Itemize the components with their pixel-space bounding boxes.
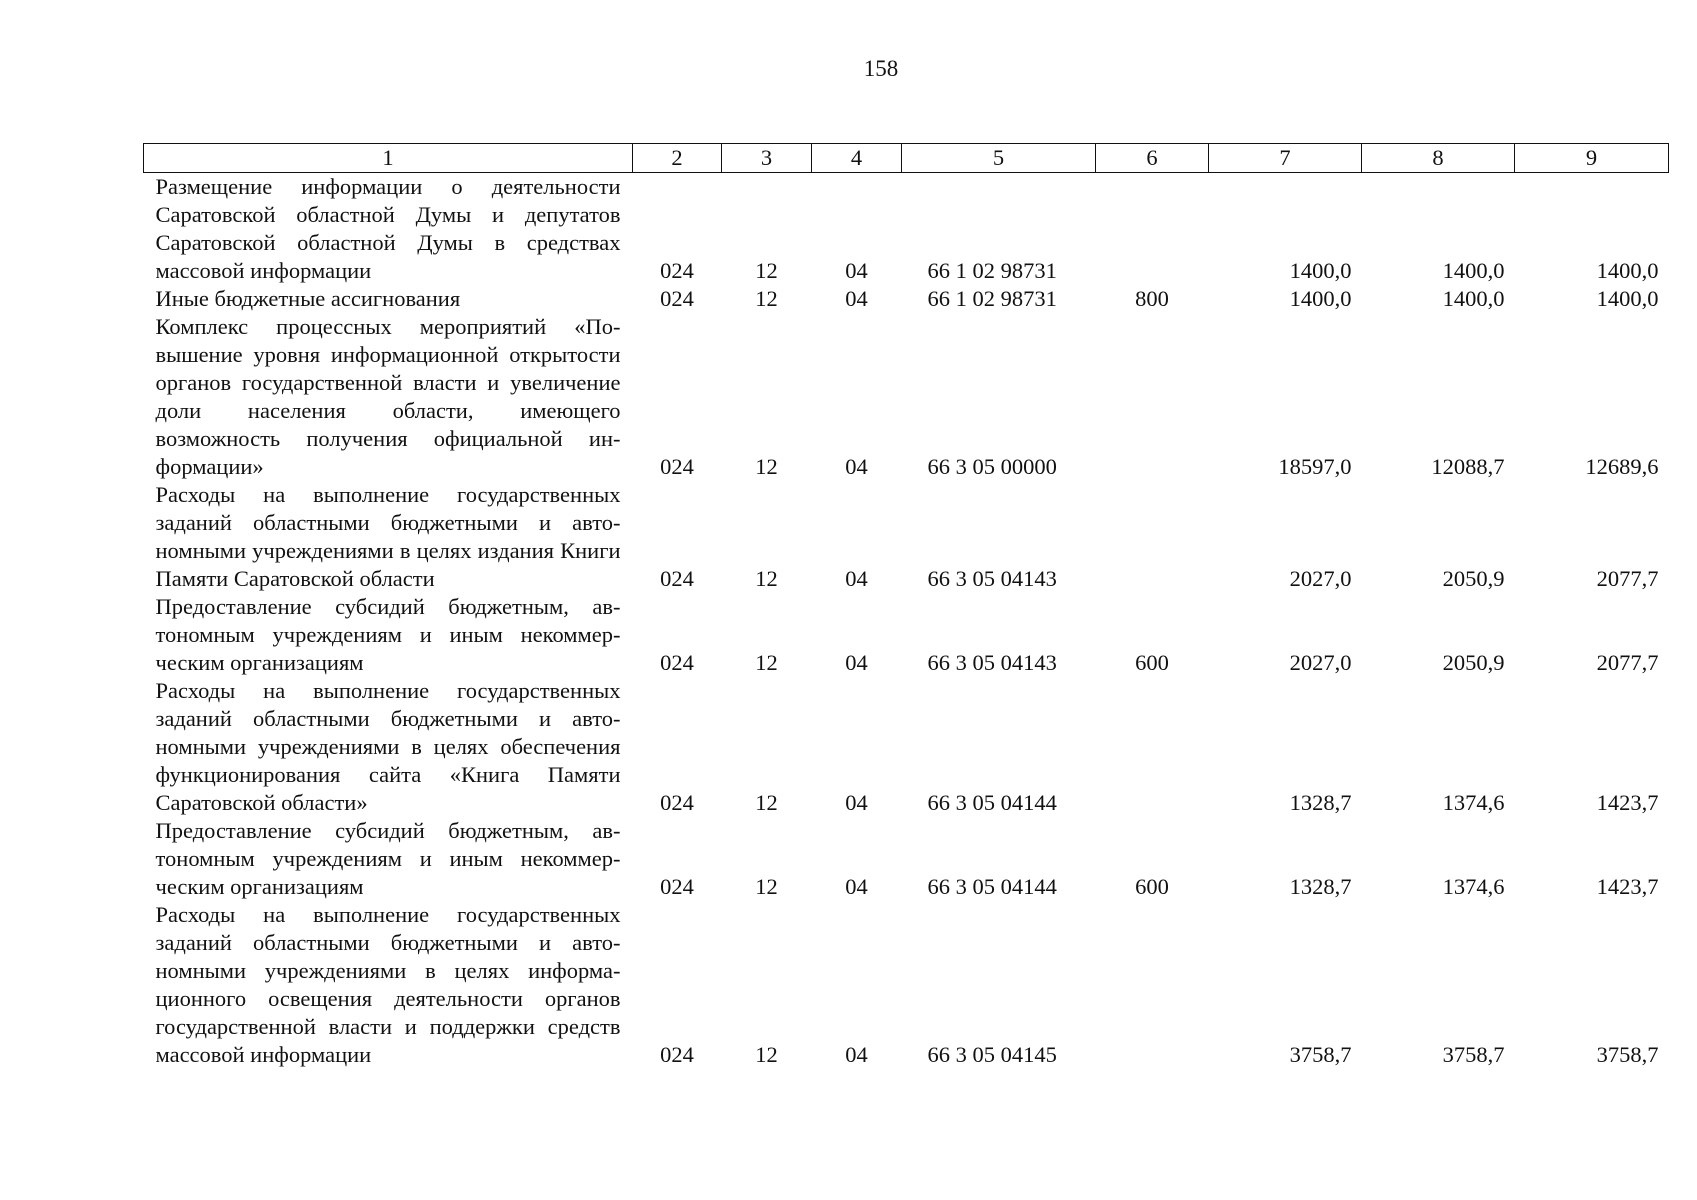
row-description: Предоставление субсидий бюджетным, автономным учреждениям и иным некоммерческим организациям [155,818,621,899]
subsection-code: 04 [845,650,868,675]
amount-col-7: 1328,7 [1289,874,1352,899]
target-article-code: 66 3 05 04144 [927,790,1057,815]
subsection-code: 04 [845,286,868,311]
amount-col-9: 1423,7 [1596,790,1659,815]
row-description: Размещение информации о деятельности Саратовской областной Думы и депутатов Саратовской областной Думы в средствах массовой информации [155,174,621,283]
ministry-code: 024 [660,650,694,675]
table-row [144,481,1669,593]
table-row [144,313,1669,481]
section-code: 12 [755,286,778,311]
target-article-code: 66 3 05 04143 [927,566,1057,591]
column-header: 1 [144,144,633,173]
amount-col-9: 1400,0 [1596,258,1659,283]
section-code: 12 [755,650,778,675]
expense-type-code [1096,173,1209,286]
amount-col-9: 1423,7 [1596,874,1659,899]
ministry-code: 024 [660,874,694,899]
column-header: 4 [812,144,902,173]
expense-type-code [1096,677,1209,817]
ministry-code: 024 [660,286,694,311]
table-row [144,817,1669,901]
amount-col-9: 2077,7 [1596,566,1659,591]
target-article-code: 66 3 05 04145 [927,1042,1057,1067]
column-header: 7 [1209,144,1362,173]
section-code: 12 [755,454,778,479]
target-article-code: 66 3 05 04143 [927,650,1057,675]
ministry-code: 024 [660,1042,694,1067]
amount-col-9: 2077,7 [1596,650,1659,675]
expense-type-code [1096,901,1209,1069]
section-code: 12 [755,258,778,283]
table-row [144,593,1669,677]
amount-col-7: 2027,0 [1289,650,1352,675]
amount-col-8: 1400,0 [1442,286,1505,311]
section-code: 12 [755,874,778,899]
amount-col-8: 3758,7 [1442,1042,1505,1067]
budget-table [143,143,1669,1069]
amount-col-7: 18597,0 [1278,454,1352,479]
amount-col-9: 12689,6 [1585,454,1659,479]
amount-col-8: 2050,9 [1442,650,1505,675]
amount-col-8: 2050,9 [1442,566,1505,591]
column-header: 5 [902,144,1096,173]
ministry-code: 024 [660,258,694,283]
row-description: Иные бюджетные ассигнования [155,286,461,311]
target-article-code: 66 3 05 04144 [927,874,1057,899]
target-article-code: 66 1 02 98731 [927,258,1057,283]
table-row [144,285,1669,313]
amount-col-8: 1400,0 [1442,258,1505,283]
subsection-code: 04 [845,874,868,899]
row-description: Расходы на выполнение государственных заданий областными бюджетными и автономными учреждениями в целях обеспечения функционирования сайта «Книга Памяти Саратовской области» [155,678,621,815]
expense-type-code [1096,313,1209,481]
column-header: 3 [722,144,812,173]
expense-type-code: 800 [1135,286,1169,311]
amount-col-8: 1374,6 [1442,874,1505,899]
amount-col-7: 1400,0 [1289,258,1352,283]
row-description: Комплекс процессных мероприятий «Повышение уровня информационной открытости органов государственной власти и увеличение доли населения области, имеющего возможность получения официальной информации» [155,314,621,479]
column-header: 9 [1515,144,1669,173]
subsection-code: 04 [845,258,868,283]
ministry-code: 024 [660,454,694,479]
section-code: 12 [755,790,778,815]
page-number: 158 [863,56,899,81]
row-description: Расходы на выполнение государственных заданий областными бюджетными и автономными учреждениями в целях информационного освещения деятельности органов государственной власти и поддержки средств массовой информации [155,902,621,1067]
target-article-code: 66 1 02 98731 [927,286,1057,311]
amount-col-7: 1328,7 [1289,790,1352,815]
ministry-code: 024 [660,790,694,815]
column-header: 8 [1362,144,1515,173]
row-description: Предоставление субсидий бюджетным, автономным учреждениям и иным некоммерческим организациям [155,594,621,675]
column-number-header-row [144,144,1669,173]
expense-type-code: 600 [1135,874,1169,899]
section-code: 12 [755,1042,778,1067]
column-header: 2 [633,144,722,173]
section-code: 12 [755,566,778,591]
table-row [144,677,1669,817]
subsection-code: 04 [845,790,868,815]
amount-col-8: 1374,6 [1442,790,1505,815]
amount-col-7: 1400,0 [1289,286,1352,311]
amount-col-7: 2027,0 [1289,566,1352,591]
amount-col-9: 3758,7 [1596,1042,1659,1067]
expense-type-code [1096,481,1209,593]
target-article-code: 66 3 05 00000 [927,454,1057,479]
table-row [144,901,1669,1069]
amount-col-9: 1400,0 [1596,286,1659,311]
amount-col-8: 12088,7 [1431,454,1505,479]
ministry-code: 024 [660,566,694,591]
column-header: 6 [1096,144,1209,173]
amount-col-7: 3758,7 [1289,1042,1352,1067]
table-row [144,173,1669,286]
row-description: Расходы на выполнение государственных заданий областными бюджетными и автономными учреждениями в целях издания Книги Памяти Саратовской области [155,482,621,591]
subsection-code: 04 [845,566,868,591]
subsection-code: 04 [845,1042,868,1067]
subsection-code: 04 [845,454,868,479]
expense-type-code: 600 [1135,650,1169,675]
